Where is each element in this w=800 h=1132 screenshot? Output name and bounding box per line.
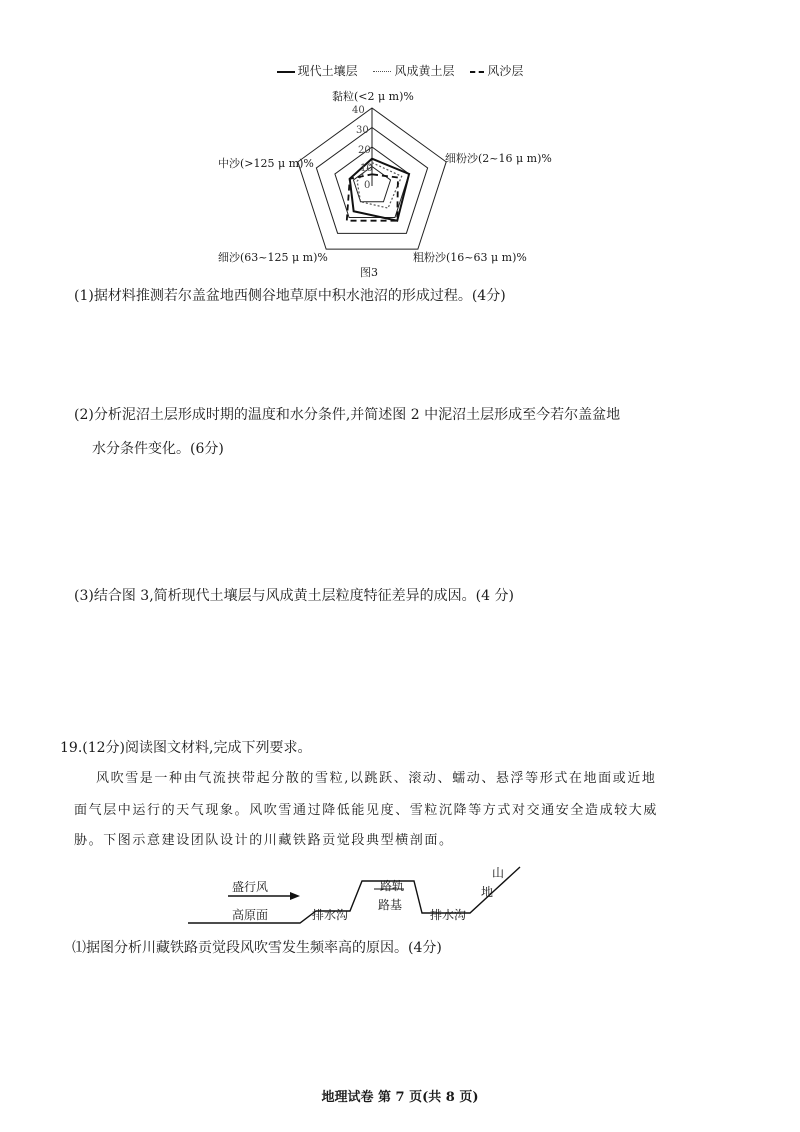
page-footer: 地理试卷 第 7 页(共 8 页)	[321, 1090, 479, 1105]
axis-label-medium-sand: 中沙(>125 μ m)%	[218, 157, 314, 170]
material-line-2: 面气层中运行的天气现象。风吹雪通过降低能见度、雪粒沉降等方式对交通安全造成较大威	[74, 803, 659, 818]
tick-label-40: 40	[352, 105, 365, 116]
axis-label-fine-sand: 细沙(63~125 μ m)%	[218, 251, 328, 264]
legend-item-modern-soil: 现代土壤层	[277, 62, 358, 79]
material-line-1: 风吹雪是一种由气流挟带起分散的雪粒,以跳跃、滚动、蠕动、悬浮等形式在地面或近地	[96, 771, 657, 786]
axis-label-coarse-silt: 粗粉沙(16~63 μ m)%	[413, 251, 527, 264]
section-19-header: 19.(12分)阅读图文材料,完成下列要求。	[60, 740, 312, 756]
legend-item-sand: 风沙层	[470, 62, 523, 79]
label-rail: 路轨	[380, 879, 405, 893]
arrow-head-icon	[290, 892, 300, 900]
label-mountain-1: 山	[492, 866, 505, 880]
figure-caption: 图3	[360, 266, 378, 279]
question-2-line-1: (2)分析泥沼土层形成时期的温度和水分条件,并简述图 2 中泥沼土层形成至今若尔盖盆地	[74, 407, 621, 423]
label-mountain-2: 地	[481, 885, 494, 899]
tick-label-20: 20	[358, 145, 371, 156]
question-19-1: ⑴据图分析川藏铁路贡觉段风吹雪发生频率高的原因。(4分)	[72, 940, 442, 956]
label-ditch-right: 排水沟	[430, 908, 467, 922]
question-2-line-2: 水分条件变化。(6分)	[92, 441, 224, 457]
radar-grid	[298, 108, 446, 249]
legend-item-loess: 风成黄土层	[373, 62, 454, 79]
label-plateau: 高原面	[232, 908, 269, 922]
question-3: (3)结合图 3,简析现代土壤层与风成黄土层粒度特征差异的成因。(4 分)	[74, 588, 514, 604]
material-line-3: 胁。下图示意建设团队设计的川藏铁路贡觉段典型横剖面。	[74, 833, 454, 848]
tick-label-0: 0	[364, 180, 371, 191]
label-roadbed: 路基	[378, 898, 403, 912]
tick-label-30: 30	[356, 125, 369, 136]
label-ditch-left: 排水沟	[312, 908, 349, 922]
axis-label-clay: 黏粒(<2 μ m)%	[332, 90, 414, 103]
question-1: (1)据材料推测若尔盖盆地西侧谷地草原中积水池沼的形成过程。(4分)	[74, 288, 506, 304]
cross-section-diagram	[0, 855, 800, 935]
label-prevailing-wind: 盛行风	[232, 880, 269, 894]
axis-label-fine-silt: 细粉沙(2~16 μ m)%	[445, 152, 552, 165]
radar-chart	[0, 0, 800, 290]
tick-label-10: 10	[360, 163, 373, 174]
